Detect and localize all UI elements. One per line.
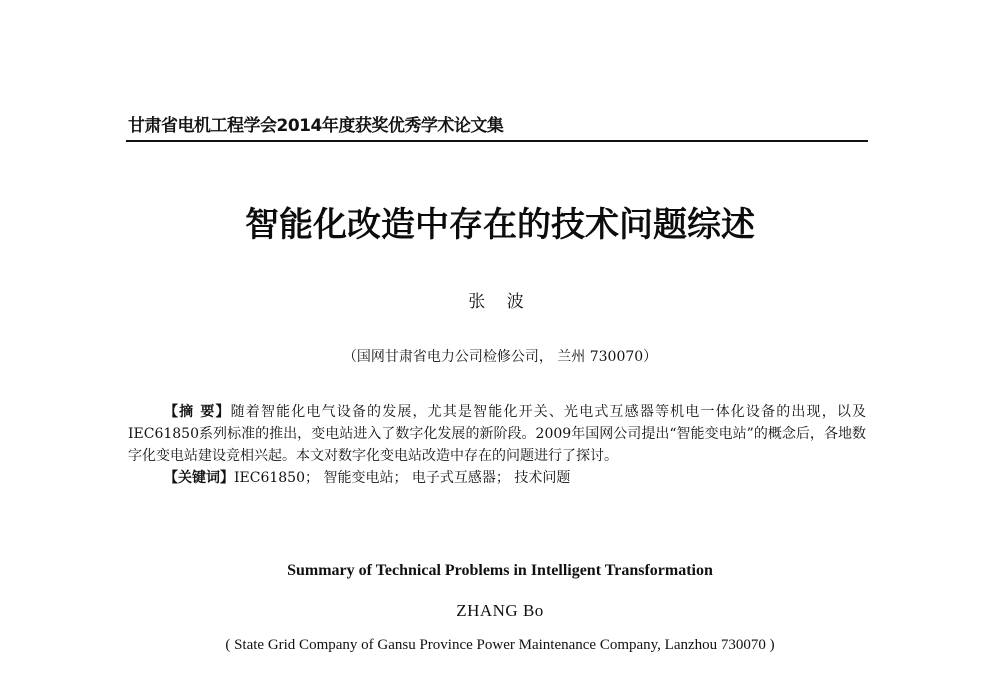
keywords-text: IEC61850； 智能变电站； 电子式互感器； 技术问题	[234, 470, 571, 486]
paper-author: 张 波	[468, 292, 532, 312]
header-divider	[126, 140, 868, 142]
english-affiliation: ( State Grid Company of Gansu Province Power Maintenance Company, Lanzhou 730070 )	[225, 637, 775, 653]
abstract-paragraph	[128, 401, 866, 467]
paper-title: 智能化改造中存在的技术问题综述	[245, 205, 755, 245]
abstract-label: 【摘 要】	[164, 404, 231, 420]
journal-header-title: 甘肃省电机工程学会2014年度获奖优秀学术论文集	[128, 116, 504, 136]
english-author: ZHANG Bo	[456, 601, 544, 620]
keywords-label: 【关键词】	[164, 470, 234, 486]
english-title: Summary of Technical Problems in Intelligent Transformation	[287, 562, 713, 579]
abstract-text: 随着智能化电气设备的发展，尤其是智能化开关、光电式互感器等机电一体化设备的出现，以及IEC61850系列标准的推出，变电站进入了数字化发展的新阶段。2009年国网公司提出“智能变电站”的概念后，各地数字化变电站建设竞相兴起。本文对数字化变电站改造中存在的问题进行了探讨。	[128, 404, 867, 464]
author-affiliation: （国网甘肃省电力公司检修公司， 兰州 730070）	[342, 349, 658, 365]
abstract-section	[128, 401, 866, 489]
keywords-paragraph	[128, 467, 866, 489]
